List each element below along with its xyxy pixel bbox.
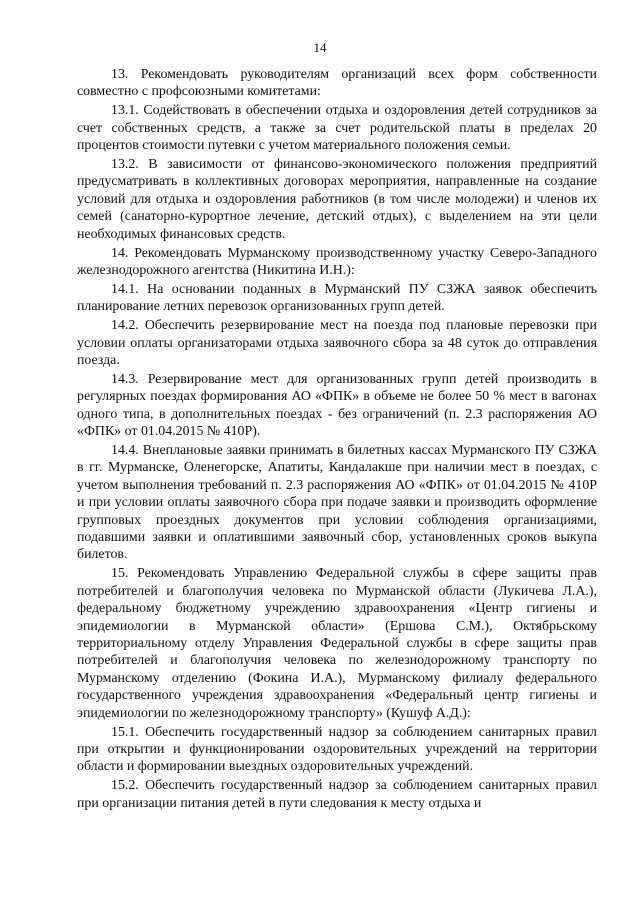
paragraph-13-1: 13.1. Содействовать в обеспечении отдыха и оздоровления детей сотрудников за счет собственных средств, а также за счет родительской платы в пределах 20 процентов стоимости путевки с учетом материального положения семьи.: [77, 103, 597, 154]
paragraph-14-1: 14.1. На основании поданных в Мурманский ПУ СЗЖА заявок обеспечить планирование летних перевозок организованных групп детей.: [77, 281, 597, 315]
paragraph-15-2: 15.2. Обеспечить государственный надзор за соблюдением санитарных правил при организации питания детей в пути следования к месту отдыха и: [77, 778, 597, 811]
paragraph-14: 14. Рекомендовать Мурманскому производственному участку Северо-Западного железнодорожного агентства (Никитина И.Н.):: [77, 245, 597, 278]
paragraph-13-2: 13.2. В зависимости от финансово-экономического положения предприятий предусматривать в коллективных договорах мероприятия, направленные на создание условий для отдыха и оздоровления работников (в том числе молодежи) и членов их семей (санаторно-курортное лечение, детский отдых), с выделением на эти цели необходимых финансовых средств.: [77, 157, 597, 242]
paragraph-15: 15. Рекомендовать Управлению Федеральной службы в сфере защиты прав потребителей и благополучия человека по Мурманской области (Лукичева Л.А.), федеральному бюджетному учреждению здравоохранения «Центр гигиены и эпидемиологии в Мурманской области» (Ершова С.М.), Октябрьскому территориальному отделу Управления Федеральной службы в сфере защиты прав потребителей и благополучия человека по железнодорожному транспорту по Мурманскому отделению (Фокина И.А.), Мурманскому филиалу федерального государственного учреждения здравоохранения «Федеральный центр гигиены и эпидемиологии по железнодорожному транспорту» (Кушуф А.Д.):: [77, 566, 597, 721]
document-body: [77, 66, 597, 814]
page-number: 14: [313, 40, 327, 55]
paragraph-14-3: 14.3. Резервирование мест для организованных групп детей производить в регулярных поездах формирования АО «ФПК» в объеме не более 50 % мест в вагонах одного типа, в дополнительных поездах - без ограничений (п. 2.3 распоряжения АО «ФПК» от 01.04.2015 № 410Р).: [77, 371, 597, 440]
paragraph-13: 13. Рекомендовать руководителям организаций всех форм собственности совместно с профсоюзными комитетами:: [77, 67, 597, 100]
paragraph-15-1: 15.1. Обеспечить государственный надзор за соблюдением санитарных правил при открытии и функционировании оздоровительных учреждений на территории области и формировании выездных оздоровительных учреждений.: [77, 724, 597, 775]
paragraph-14-2: 14.2. Обеспечить резервирование мест на поезда под плановые перевозки при условии оплаты организаторами отдыха заявочного сбора за 48 суток до отправления поезда.: [77, 318, 597, 368]
paragraph-14-4: 14.4. Внеплановые заявки принимать в билетных кассах Мурманского ПУ СЗЖА в гг. Мурманске, Оленегорске, Апатиты, Кандалакше при наличии мест в поездах, с учетом выполнения требований п. 2.3 распоряжения АО «ФПК» от 01.04.2015 № 410Р и при условии оплаты заявочного сбора при подаче заявки и производить оформление групповых проездных документов при условии соблюдения организациями, подавшими заявки и оплатившими заявочный сбор, установленных сроков выкупа билетов.: [77, 443, 597, 563]
